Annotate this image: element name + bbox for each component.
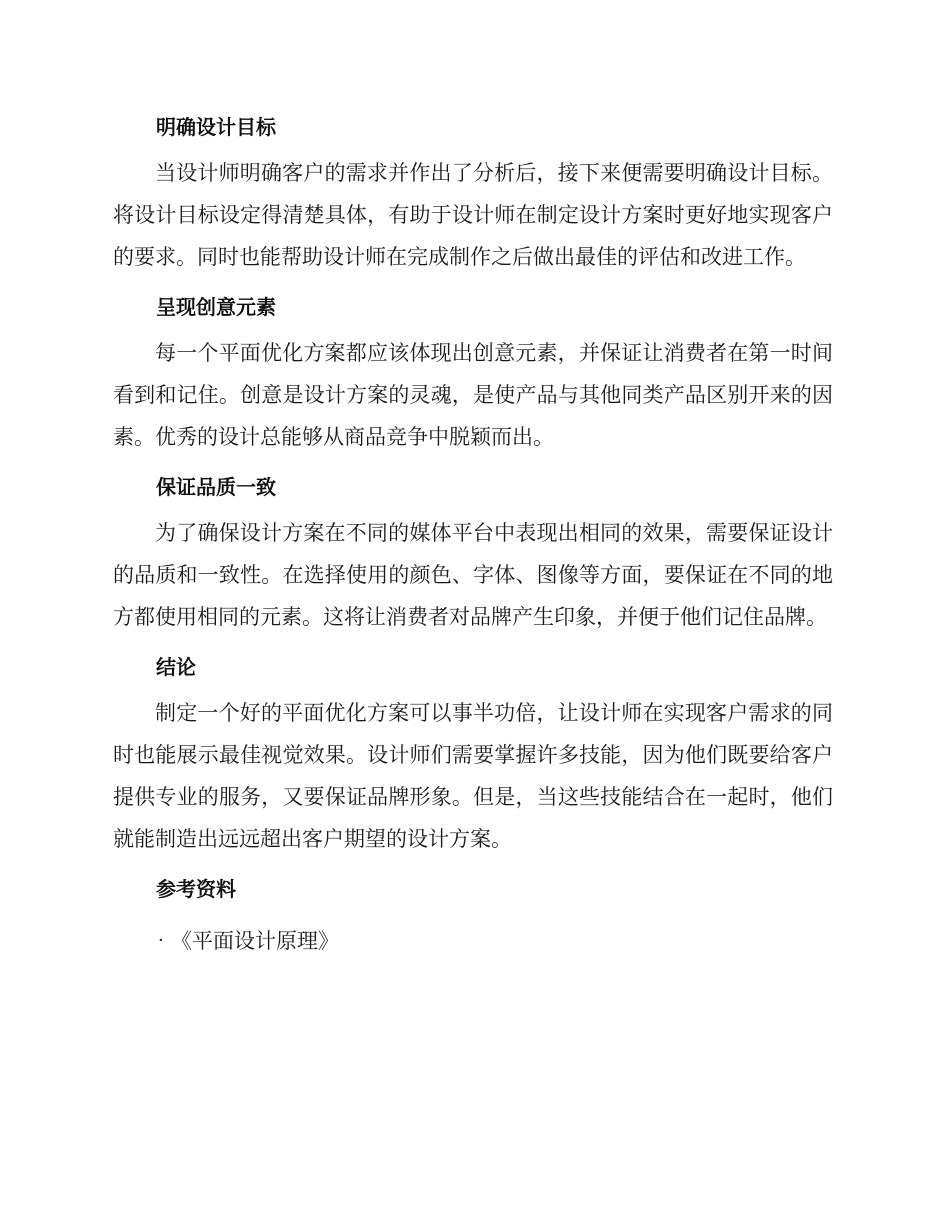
section-heading: 结论 xyxy=(156,655,196,679)
section-quality-consistency xyxy=(113,466,833,638)
section-heading: 明确设计目标 xyxy=(156,115,276,139)
references-heading: 参考资料 xyxy=(156,877,236,901)
section-creative-elements xyxy=(113,286,833,458)
section-paragraph: 当设计师明确客户的需求并作出了分析后，接下来便需要明确设计目标。将设计目标设定得清楚具体，有助于设计师在制定设计方案时更好地实现客户的要求。同时也能帮助设计师在完成制作之后做出最佳的评估和改进工作。 xyxy=(113,161,833,269)
section-heading: 呈现创意元素 xyxy=(156,295,276,319)
section-heading: 保证品质一致 xyxy=(156,475,276,499)
bullet-icon: · xyxy=(158,930,164,951)
section-paragraph: 为了确保设计方案在不同的媒体平台中表现出相同的效果，需要保证设计的品质和一致性。在选择使用的颜色、字体、图像等方面，要保证在不同的地方都使用相同的元素。这将让消费者对品牌产生印象，并便于他们记住品牌。 xyxy=(113,521,833,629)
section-paragraph: 制定一个好的平面优化方案可以事半功倍，让设计师在实现客户需求的同时也能展示最佳视觉效果。设计师们需要掌握许多技能，因为他们既要给客户提供专业的服务，又要保证品牌形象。但是，当这些技能结合在一起时，他们就能制造出远远超出客户期望的设计方案。 xyxy=(113,701,833,851)
section-conclusion xyxy=(113,646,833,860)
section-paragraph: 每一个平面优化方案都应该体现出创意元素，并保证让消费者在第一时间看到和记住。创意是设计方案的灵魂，是使产品与其他同类产品区别开来的因素。优秀的设计总能够从商品竞争中脱颖而出。 xyxy=(113,341,833,449)
reference-title: 《平面设计原理》 xyxy=(171,929,339,953)
document-page xyxy=(113,106,833,970)
references-list xyxy=(113,920,833,962)
section-design-goals xyxy=(113,106,833,278)
reference-item xyxy=(113,920,833,962)
section-references xyxy=(113,868,833,962)
